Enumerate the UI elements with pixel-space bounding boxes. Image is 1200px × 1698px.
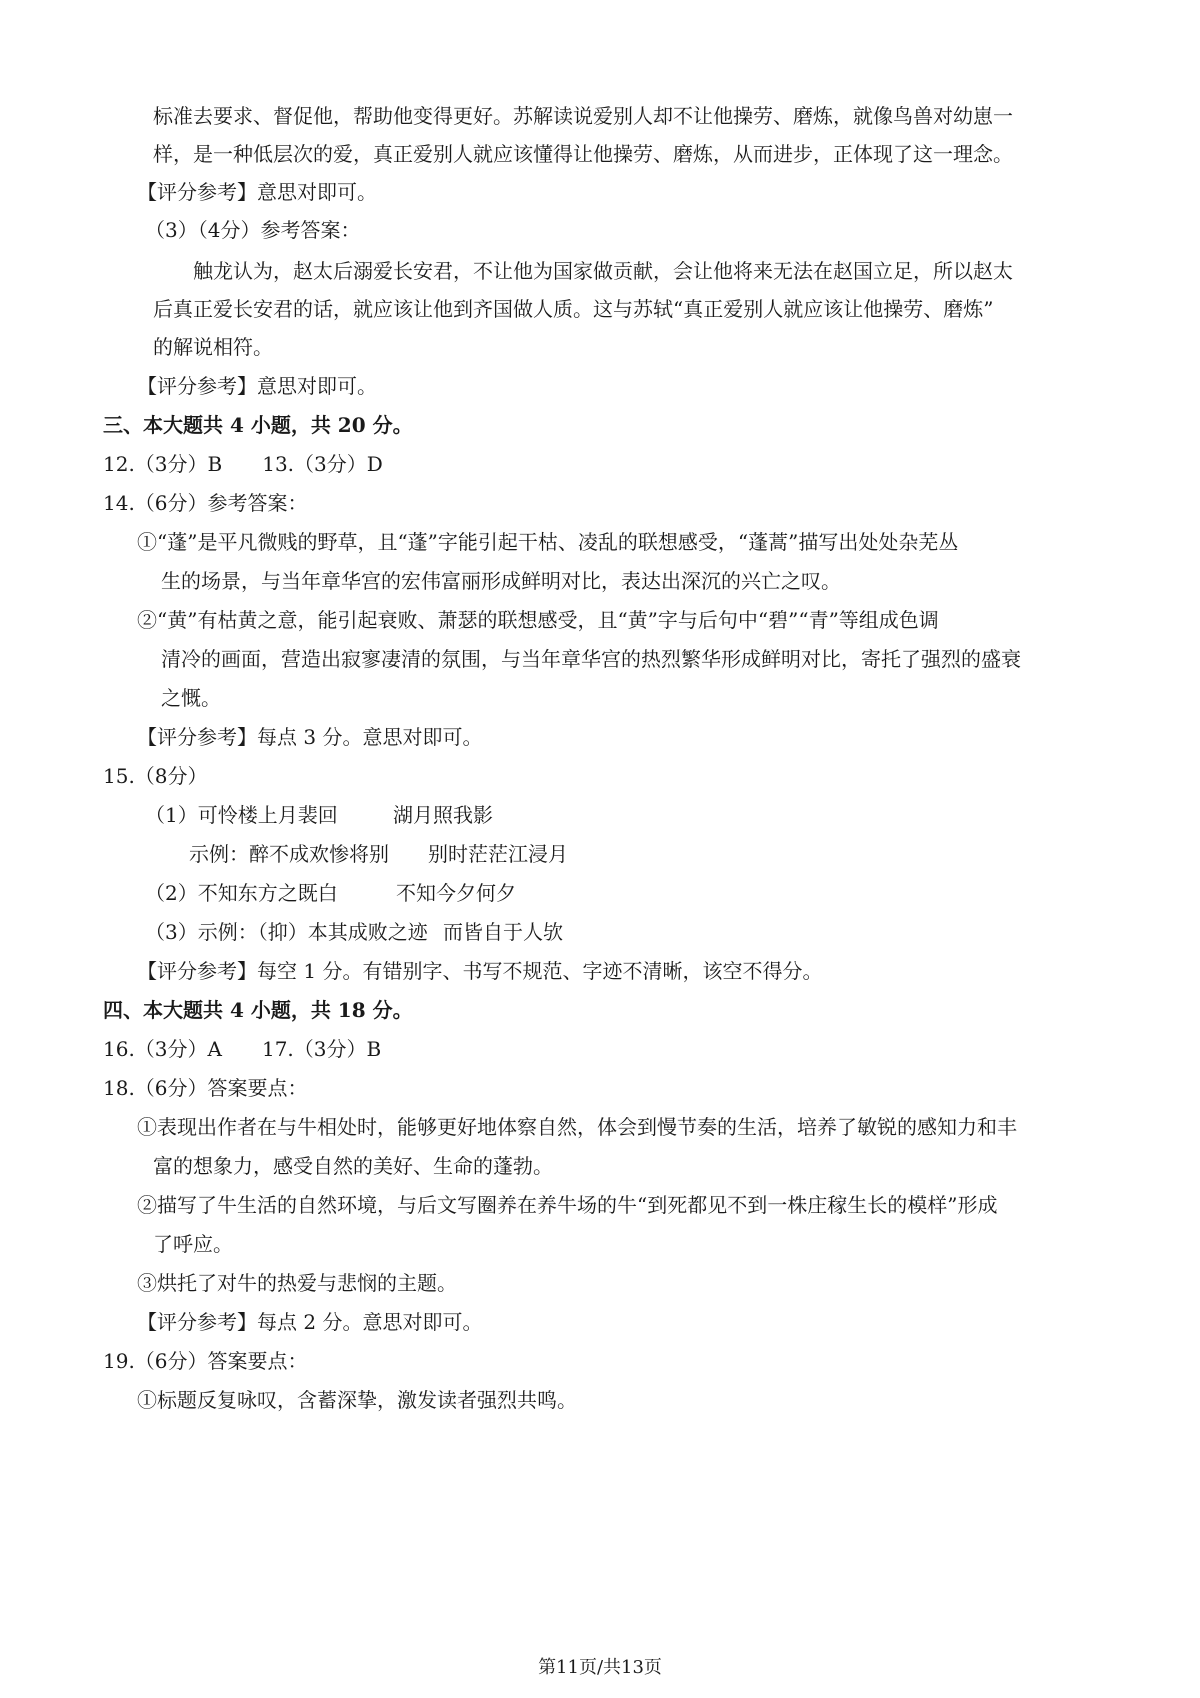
- q11-3-header: （3）（4分）参考答案：: [145, 218, 361, 242]
- q15-3: [145, 920, 563, 944]
- q15-1: [145, 803, 493, 827]
- q13-answer: 13.（3分）D: [262, 452, 383, 476]
- q14-point2-line-1: ②“黄”有枯黄之意，能引起衰败、萧瑟的联想感受，且“黄”字与后句中“碧”“青”等组成色调: [137, 608, 939, 632]
- q14-point1-line-2: 生的场景，与当年章华宫的宏伟富丽形成鲜明对比，表达出深沉的兴亡之叹。: [161, 569, 841, 593]
- q15-3-a: （3）示例：（抑）本其成败之迹: [145, 920, 428, 944]
- q18-point1-line-2: 富的想象力，感受自然的美好、生命的蓬勃。: [153, 1154, 553, 1178]
- q15-1-a: （1）可怜楼上月裴回: [145, 803, 338, 827]
- q15-grading: 【评分参考】每空 1 分。有错别字、书写不规范、字迹不清晰，该空不得分。: [137, 959, 823, 983]
- q11-2-line-2: 样，是一种低层次的爱，真正爱别人就应该懂得让他操劳、磨炼，从而进步，正体现了这一理念。: [153, 142, 1013, 166]
- q11-3-line-3: 的解说相符。: [153, 335, 273, 359]
- q15-1-example: [189, 842, 568, 866]
- q18-point1-line-1: ①表现出作者在与牛相处时，能够更好地体察自然，体会到慢节奏的生活，培养了敏锐的感知力和丰: [137, 1115, 1017, 1139]
- q16-17-answers: [103, 1037, 381, 1061]
- q14-point2-line-3: 之慨。: [161, 686, 221, 710]
- q15-3-b: 而皆自于人欤: [443, 920, 563, 944]
- q19-header: 19.（6分）答案要点：: [103, 1349, 308, 1373]
- section-4-title: 四、本大题共 4 小题，共 18 分。: [103, 998, 413, 1022]
- q11-3-grading: 【评分参考】意思对即可。: [137, 374, 377, 398]
- q11-2-grading: 【评分参考】意思对即可。: [137, 180, 377, 204]
- q19-point1: ①标题反复咏叹，含蓄深挚，激发读者强烈共鸣。: [137, 1388, 577, 1412]
- q12-13-answers: [103, 452, 383, 476]
- q15-2: [145, 881, 516, 905]
- q18-point2-line-1: ②描写了牛生活的自然环境，与后文写圈养在养牛场的牛“到死都见不到一株庄稼生长的模样”形成: [137, 1193, 998, 1217]
- q18-header: 18.（6分）答案要点：: [103, 1076, 308, 1100]
- q15-1-b: 湖月照我影: [393, 803, 493, 827]
- q18-point3: ③烘托了对牛的热爱与悲悯的主题。: [137, 1271, 457, 1295]
- q17-answer: 17.（3分）B: [261, 1037, 382, 1061]
- page-number: 第11页/共13页: [538, 1657, 662, 1678]
- q15-1-example-b: 别时茫茫江浸月: [428, 842, 568, 866]
- q15-header: 15.（8分）: [103, 764, 208, 788]
- q14-header: 14.（6分）参考答案：: [103, 491, 308, 515]
- q12-answer: 12.（3分）B: [103, 452, 223, 476]
- q18-point2-line-2: 了呼应。: [153, 1232, 233, 1256]
- q15-2-b: 不知今夕何夕: [396, 881, 516, 905]
- q14-point1-line-1: ①“蓬”是平凡微贱的野草，且“蓬”字能引起干枯、凌乱的联想感受，“蓬蒿”描写出处处杂芜丛: [137, 530, 959, 554]
- q11-3-line-2: 后真正爱长安君的话，就应该让他到齐国做人质。这与苏轼“真正爱别人就应该让他操劳、磨炼”: [153, 297, 994, 321]
- q15-1-example-a: 示例：醉不成欢惨将别: [189, 842, 389, 866]
- q18-grading: 【评分参考】每点 2 分。意思对即可。: [137, 1310, 483, 1334]
- q11-3-line-1: 触龙认为，赵太后溺爱长安君，不让他为国家做贡献，会让他将来无法在赵国立足，所以赵太: [193, 259, 1013, 283]
- q14-point2-line-2: 清冷的画面，营造出寂寥凄清的氛围，与当年章华宫的热烈繁华形成鲜明对比，寄托了强烈的盛衰: [161, 647, 1021, 671]
- q15-2-a: （2）不知东方之既白: [145, 881, 338, 905]
- q16-answer: 16.（3分）A: [103, 1037, 222, 1061]
- q14-grading: 【评分参考】每点 3 分。意思对即可。: [137, 725, 483, 749]
- q11-2-line-1: 标准去要求、督促他，帮助他变得更好。苏解读说爱别人却不让他操劳、磨炼，就像鸟兽对幼崽一: [153, 104, 1013, 128]
- section-3-title: 三、本大题共 4 小题，共 20 分。: [103, 413, 413, 437]
